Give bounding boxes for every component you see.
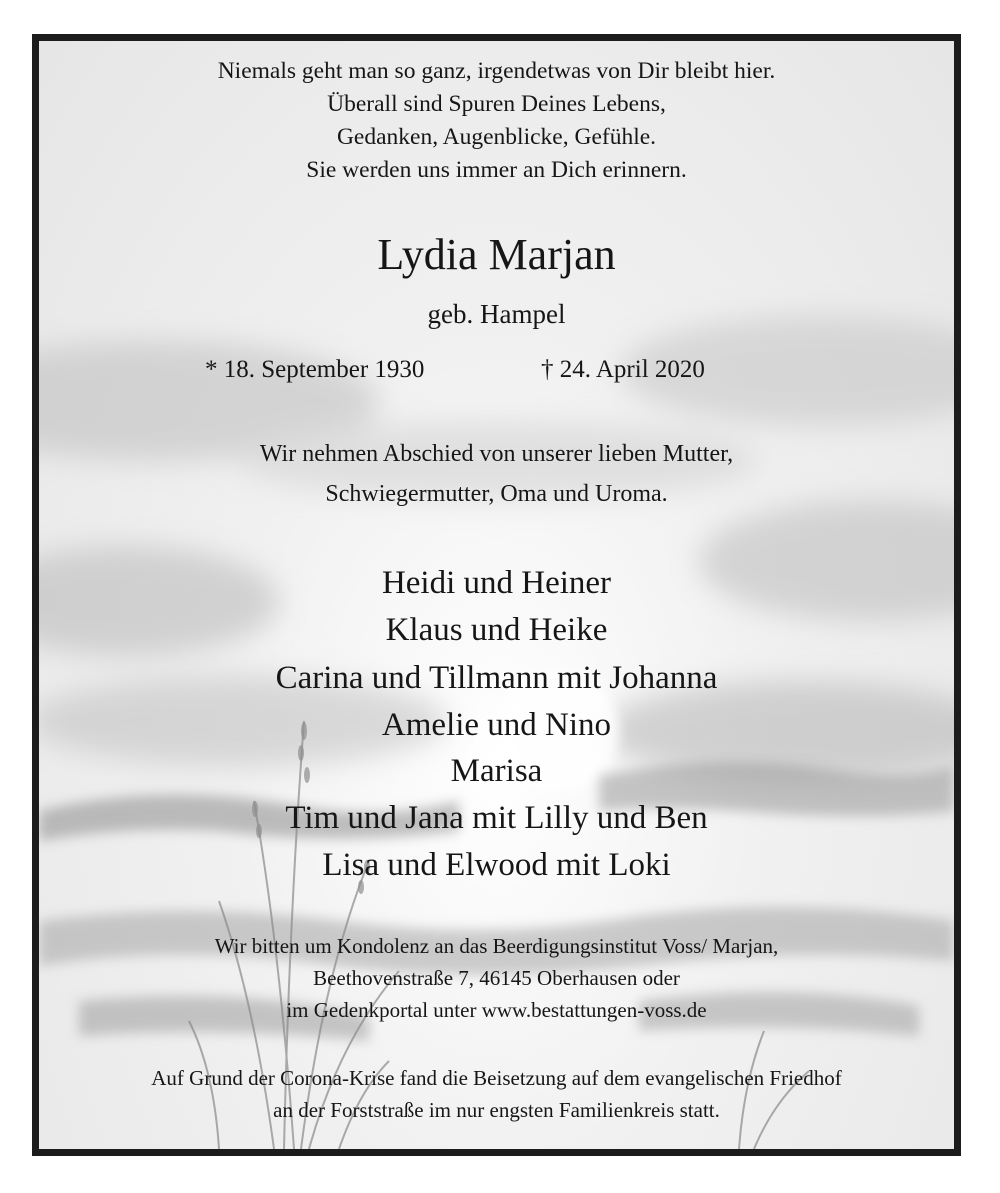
mourner-line: Heidi und Heiner bbox=[381, 565, 612, 601]
farewell-line-1: Wir nehmen Abschied von unserer lieben Mutter, bbox=[259, 441, 734, 467]
condolence-line-3: im Gedenkportal unter www.bestattungen-voss.de bbox=[286, 998, 707, 1022]
condolence-line-1: Wir bitten um Kondolenz an das Beerdigungsinstitut Voss/ Marjan, bbox=[214, 934, 779, 958]
maiden-name: geb. Hampel bbox=[427, 299, 566, 329]
notice-content bbox=[39, 41, 954, 1149]
mourner-line: Lisa und Elwood mit Loki bbox=[322, 847, 671, 883]
mourner-line: Tim und Jana mit Lilly und Ben bbox=[285, 800, 708, 836]
deceased-name: Lydia Marjan bbox=[377, 230, 616, 279]
death-date: † 24. April 2020 bbox=[541, 356, 705, 383]
condolence-line-2: Beethovenstraße 7, 46145 Oberhausen oder bbox=[313, 966, 680, 990]
verse-line-1: Niemals geht man so ganz, irgendetwas von Dir bleibt hier. bbox=[217, 58, 776, 84]
mourner-line: Carina und Tillmann mit Johanna bbox=[275, 660, 718, 696]
burial-note-line-2: an der Forststraße im nur engsten Familienkreis statt. bbox=[273, 1098, 720, 1122]
verse-line-3: Gedanken, Augenblicke, Gefühle. bbox=[336, 124, 657, 150]
farewell-line-2: Schwiegermutter, Oma und Uroma. bbox=[325, 481, 668, 507]
life-dates bbox=[39, 354, 954, 386]
burial-note-line-1: Auf Grund der Corona-Krise fand die Beisetzung auf dem evangelischen Friedhof bbox=[151, 1066, 842, 1090]
obituary-notice bbox=[32, 34, 961, 1156]
mourner-line: Amelie und Nino bbox=[381, 707, 612, 743]
mourner-line: Marisa bbox=[450, 753, 543, 789]
verse-line-2: Überall sind Spuren Deines Lebens, bbox=[327, 91, 666, 117]
mourner-line: Klaus und Heike bbox=[385, 612, 608, 648]
verse-line-4: Sie werden uns immer an Dich erinnern. bbox=[306, 157, 687, 183]
birth-date: * 18. September 1930 bbox=[205, 356, 425, 383]
